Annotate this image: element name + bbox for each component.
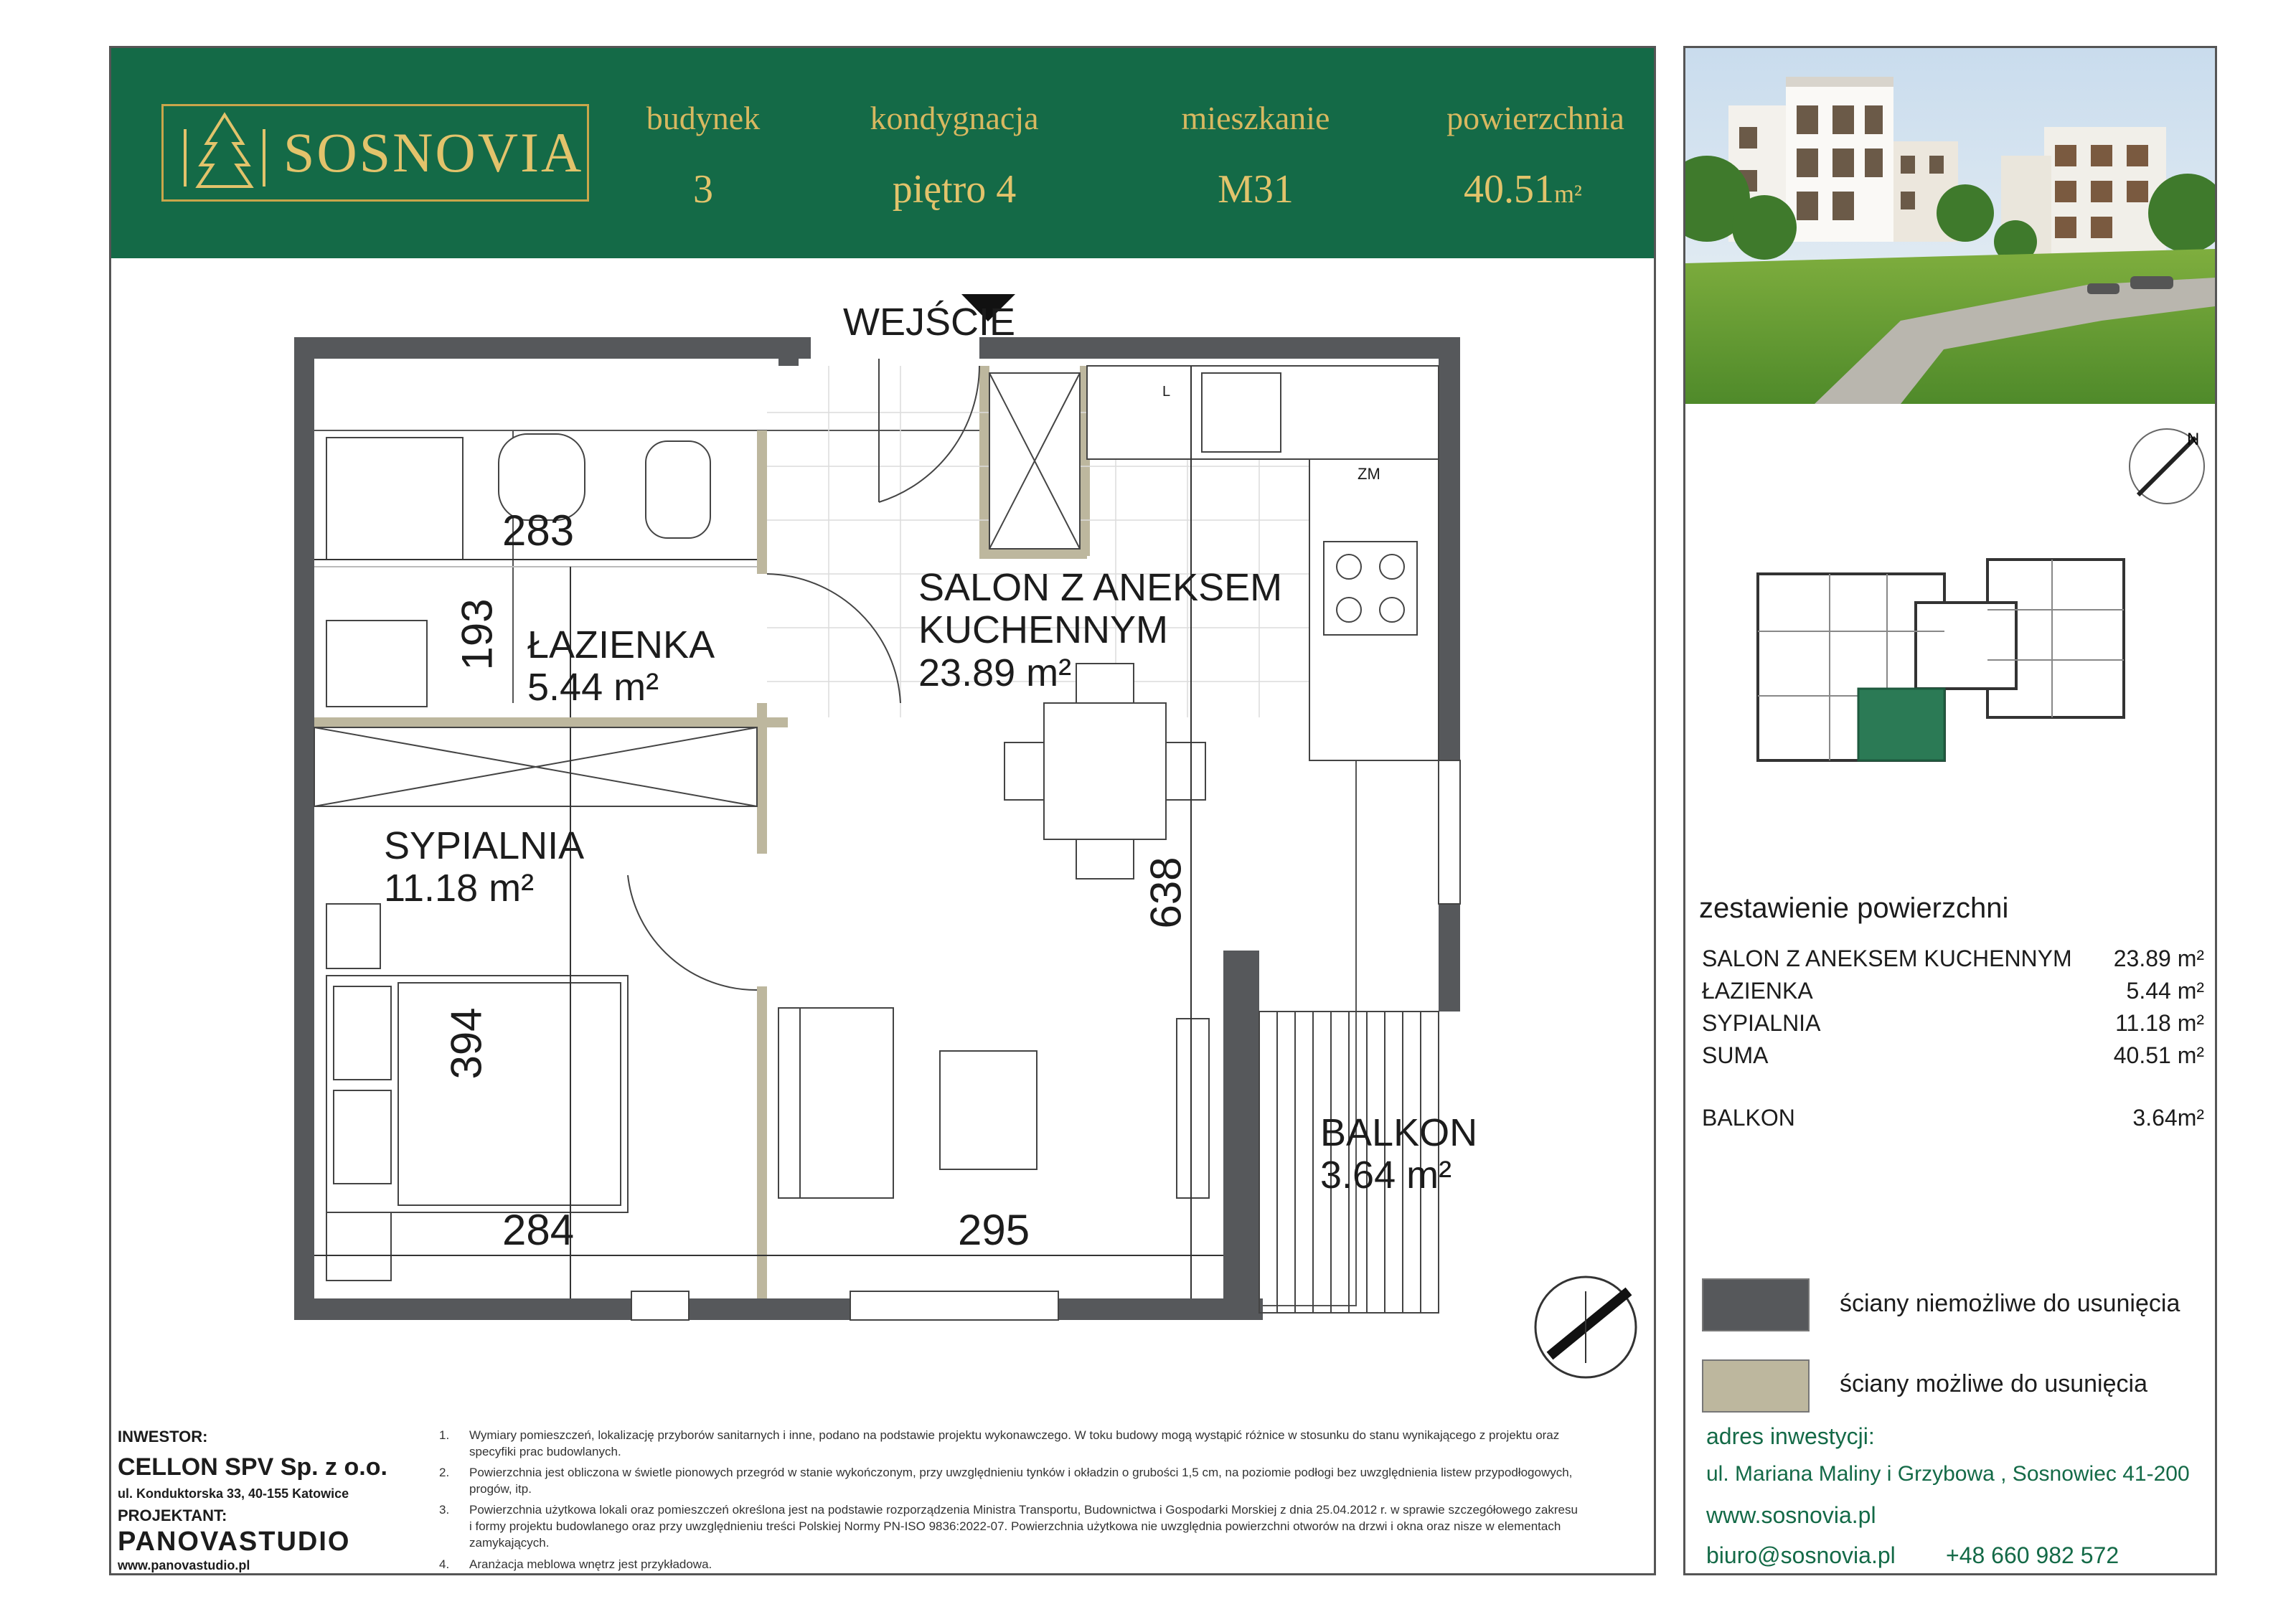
burner-icon (1337, 598, 1361, 622)
dim-bedroom-width: 284 (502, 1206, 575, 1254)
dining-table (1004, 664, 1205, 879)
note-item: 1. Wymiary pomieszczeń, lokalizację przyborów sanitarnych i inne, podano na podstawie projektu wykonawczego. W toku budowy mogą wystąpić różnice w stosunku do stanu wynikającego z projektu oraz specyfiki prac budowlanych. (439, 1428, 1560, 1458)
pine-tree-icon (171, 108, 278, 194)
burner-icon (1380, 598, 1404, 622)
header-label-building: budynek (646, 100, 761, 136)
email-link[interactable]: biuro@sosnovia.pl (1706, 1542, 1896, 1568)
sofa-back (778, 1008, 800, 1198)
summary-title: zestawienie powierzchni (1699, 892, 2009, 924)
legend-swatch-removable (1702, 1359, 1810, 1413)
double-bed (326, 904, 628, 1281)
summary-row-balcony: BALKON 3.64m² (1702, 1105, 2204, 1131)
investor-name: CELLON SPV Sp. z o.o. (118, 1453, 387, 1481)
burner-icon (1337, 555, 1361, 579)
summary-row: ŁAZIENKA 5.44 m² (1702, 978, 2204, 1004)
north-compass-icon (2124, 423, 2210, 509)
north-label: N (2187, 430, 2200, 449)
washing-machine (326, 621, 427, 707)
logo-text: SOSNOVIA (283, 121, 584, 184)
summary-row-total: SUMA 40.51 m² (1702, 1042, 2204, 1068)
toilet (646, 441, 710, 538)
investor-label: INWESTOR: (118, 1428, 208, 1446)
header-label-apartment: mieszkanie (1181, 100, 1330, 136)
summary-row: SYPIALNIA 11.18 m² (1702, 1010, 2204, 1036)
burner-icon (1380, 555, 1404, 579)
investor-address: ul. Konduktorska 33, 40-155 Katowice (118, 1486, 349, 1501)
dim-living-width: 295 (958, 1206, 1030, 1254)
unit-highlight (1858, 689, 1944, 760)
legend-label-removable: ściany możliwe do usunięcia (1840, 1370, 2147, 1397)
header-label-area: powierzchnia (1446, 100, 1624, 136)
site-compass-icon (1528, 1263, 1650, 1385)
entrance-label: WEJŚCIE (843, 301, 1016, 344)
address-value: ul. Mariana Maliny i Grzybowa , Sosnowiec 41-200 (1706, 1462, 2190, 1486)
designer-label: PROJEKTANT: (118, 1507, 227, 1524)
shower-tray (326, 438, 463, 560)
dim-bedroom-depth: 394 (442, 1007, 491, 1080)
legal-notes (439, 1428, 1659, 1577)
room-label-bathroom: ŁAZIENKA 5.44 m² (527, 623, 715, 709)
tv-cabinet (1177, 1019, 1209, 1198)
room-label-bedroom: SYPIALNIA 11.18 m² (384, 824, 585, 910)
windows (631, 760, 1460, 1320)
cooktop (1324, 542, 1417, 635)
room-label-balcony: BALKON 3.64 m² (1320, 1111, 1478, 1197)
header-label-floor: kondygnacja (870, 100, 1039, 136)
note-item: 3. Powierzchnia użytkowa lokali oraz pomieszczeń określona jest na podstawie rozporządzenia Ministra Transportu, Budownictwa i Gospodarki Morskiej z dnia 25.04.2012 r. w sprawie szczegółowego zakresu i formy projektu budowlanego oraz przy uwzględnieniu treści Polskiej Normy PN-ISO 9836:2022-07. Powierzchnia użytkowa nie uwzględnia powierzchni otworów na drzwi i okna oraz nisze w elementach zamykających. (439, 1503, 1578, 1550)
designer-logo: PANOVASTUDIO (118, 1527, 351, 1557)
legend-label-load-bearing: ściany niemożliwe do usunięcia (1840, 1290, 2180, 1317)
dim-bath-depth: 193 (453, 598, 502, 671)
phone-number[interactable]: +48 660 982 572 (1946, 1542, 2119, 1568)
coffee-table (940, 1051, 1037, 1169)
header-value-building: 3 (693, 167, 713, 212)
fridge-label: ZM (1358, 465, 1380, 483)
building-photo (1685, 48, 2215, 404)
legend-swatch-load-bearing (1702, 1278, 1810, 1331)
summary-row: SALON Z ANEKSEM KUCHENNYM 23.89 m² (1702, 946, 2204, 971)
dim-bath-width: 283 (502, 506, 575, 555)
note-item: 2. Powierzchnia jest obliczona w świetle pionowych przegród w stanie wykończonym, przy uwzględnieniu tynków i okładzin o grubości 1,5 cm, na poziomie podłogi bez uwzględnienia listew przypodłogowych, progów, itp. (439, 1466, 1573, 1496)
designer-website[interactable]: www.panovastudio.pl (118, 1558, 250, 1573)
address-label: adres inwestycji: (1706, 1423, 1875, 1449)
dim-living-depth: 638 (1142, 857, 1190, 929)
fixture-label-l: L (1162, 384, 1171, 400)
kitchen-sink (1202, 373, 1281, 452)
note-item: 4. Aranżacja meblowa wnętrz jest przykładowa. (439, 1557, 712, 1571)
site-key-plan (1751, 552, 2138, 768)
bedroom-wardrobe (314, 727, 757, 806)
room-label-living: SALON Z ANEKSEM KUCHENNYM 23.89 m² (918, 566, 1283, 694)
floor-plan (111, 258, 1654, 1392)
header-value-area: 40.51m² (1464, 167, 1582, 212)
website-link[interactable]: www.sosnovia.pl (1706, 1502, 1876, 1528)
header-value-apartment: M31 (1218, 167, 1294, 212)
header-value-floor: piętro 4 (892, 167, 1017, 212)
